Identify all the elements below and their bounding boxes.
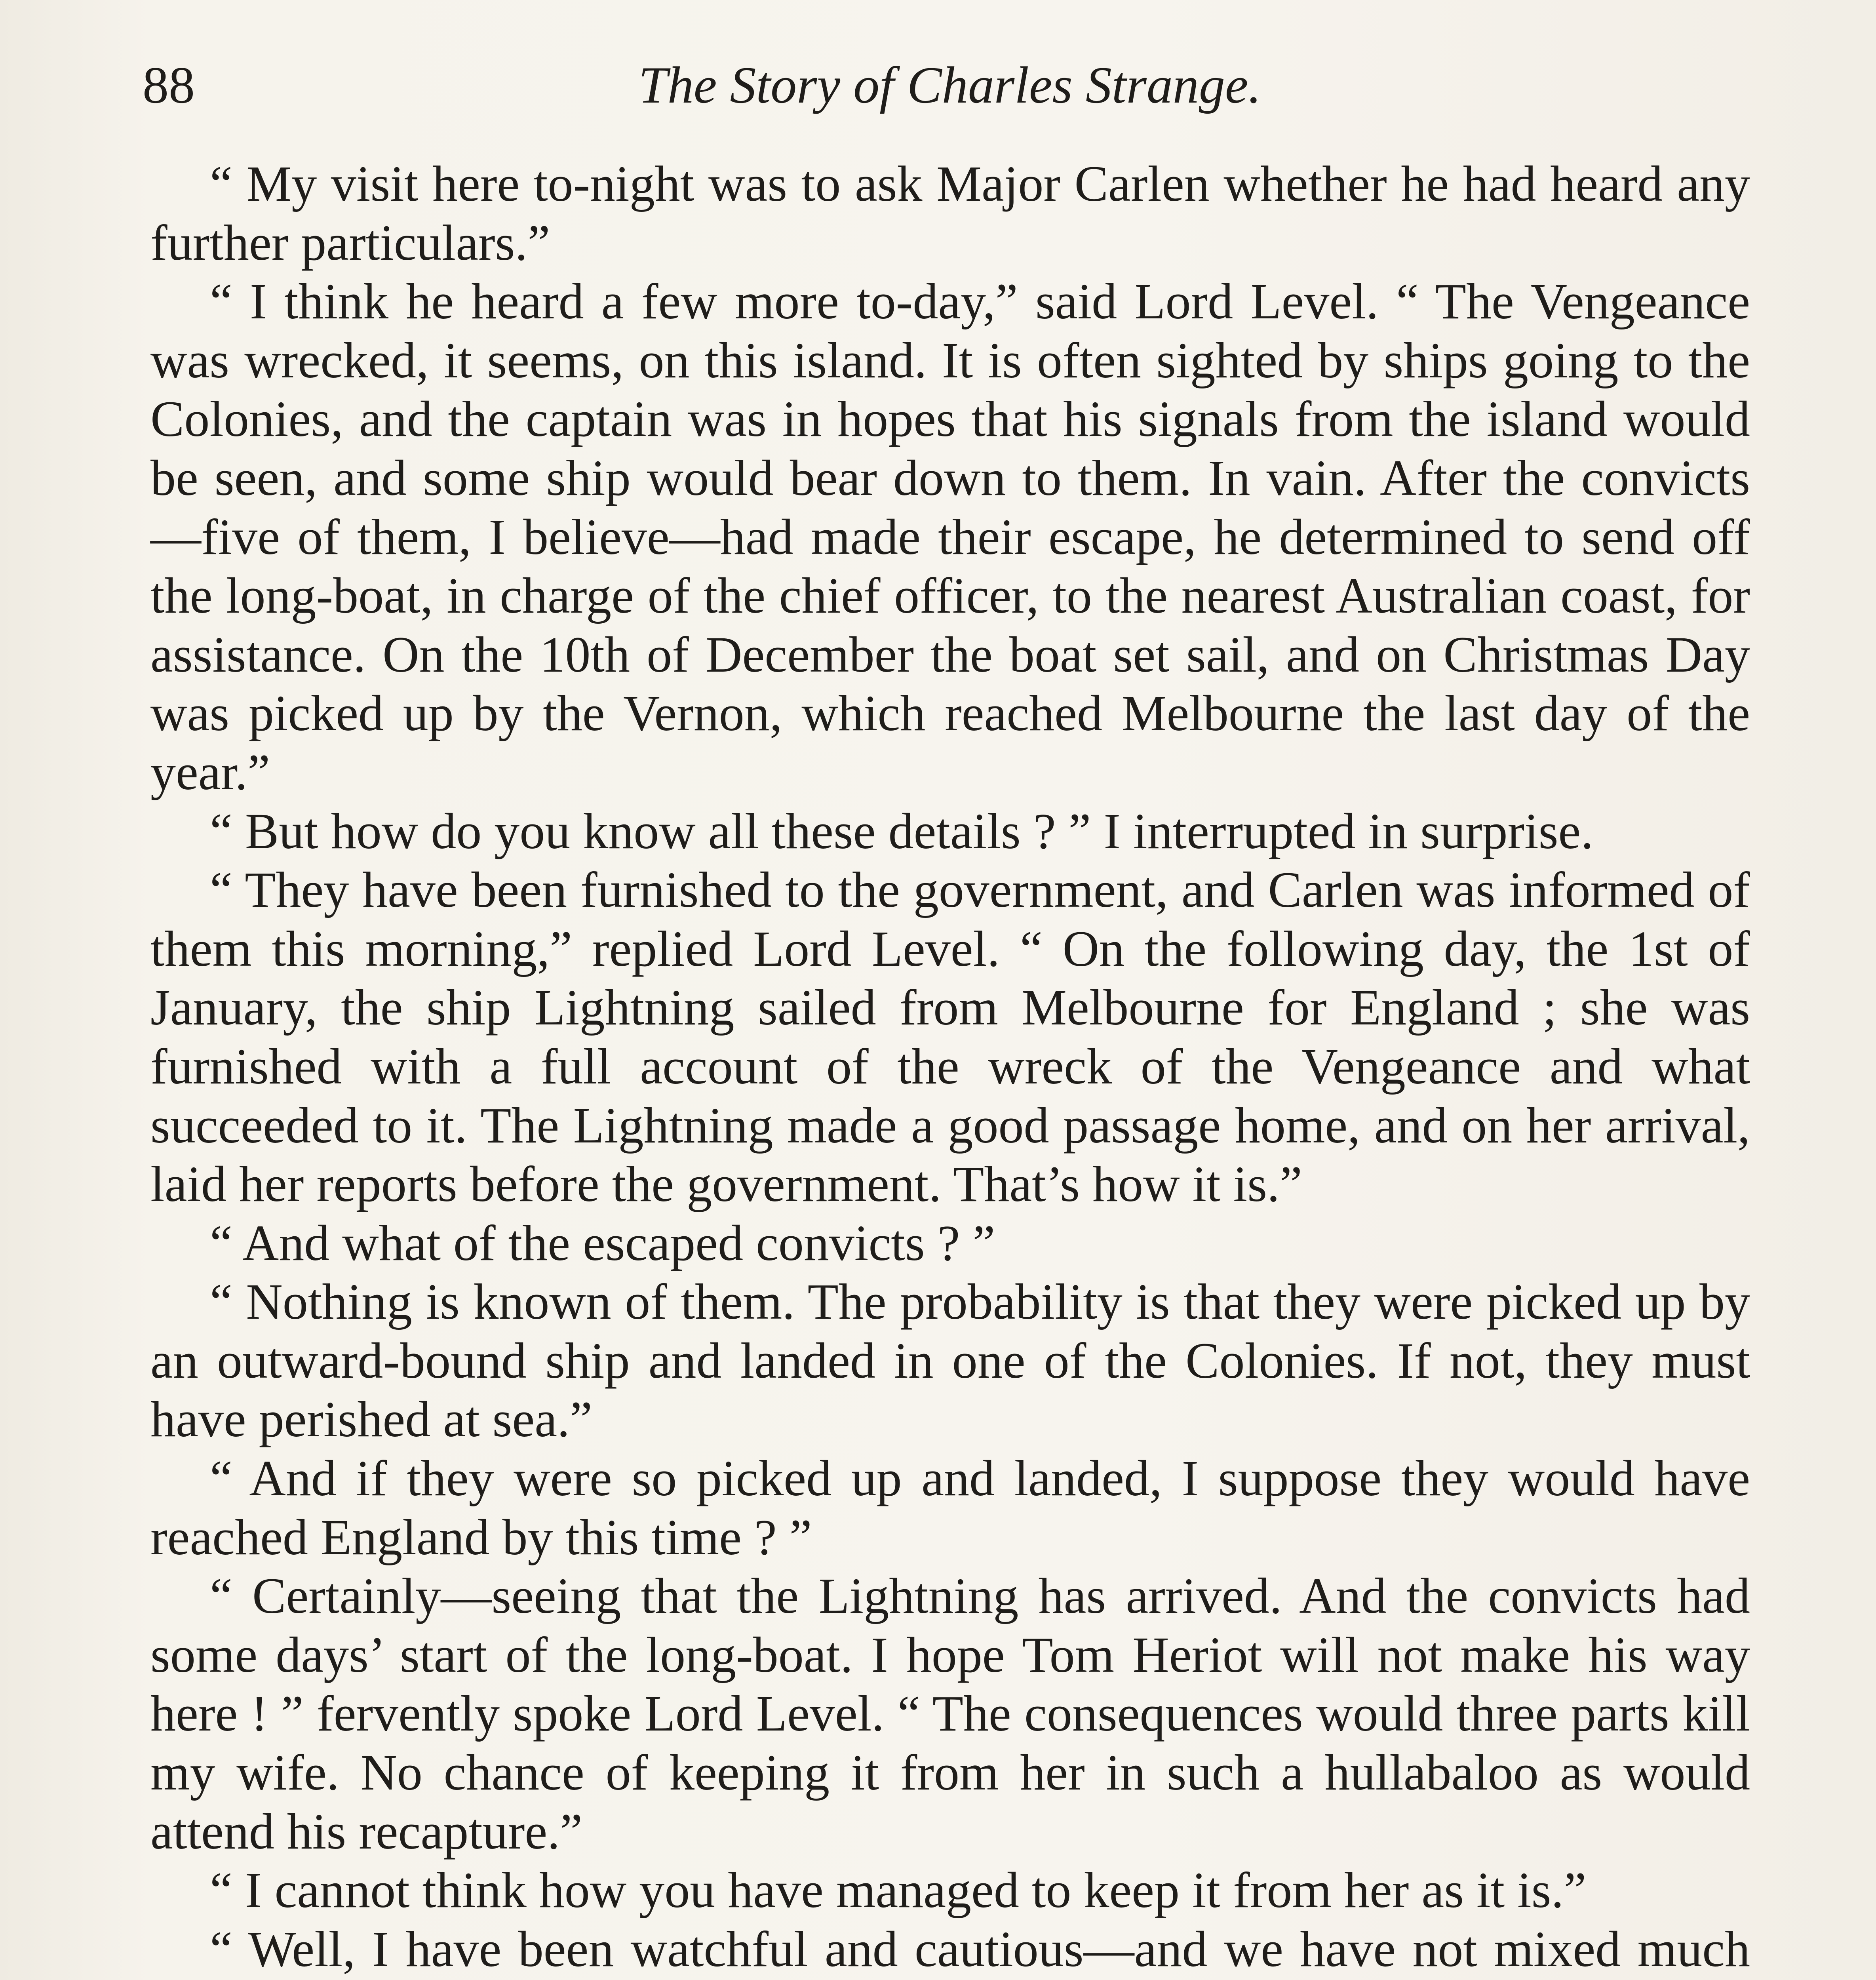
paragraph-5: “ And what of the escaped convicts ? ” (210, 1215, 995, 1271)
page-number: 88 (143, 56, 195, 114)
paragraph-8: “ Certainly—seeing that the Lightning has arrived. And the convicts had some days’ start of the long-boat. I hope Tom Heriot will not make his way here ! ” fervently spoke Lord Level. “ The consequences would three parts kill my wife. No chance of keeping it from her in such a hullabaloo as would attend his recapture.” (150, 1568, 1750, 1860)
paragraph-6: “ Nothing is known of them. The probability is that they were picked up by an outward-bound ship and landed in one of the Colonies. If not, they must have perished at sea.” (150, 1274, 1750, 1448)
running-title: The Story of Charles Strange. (638, 56, 1261, 114)
paragraph-10: “ Well, I have been watchful and cautious—and we have not mixed much (210, 1921, 1750, 1977)
paragraph-1: “ My visit here to-night was to ask Major Carlen whether he had heard any further particulars.” (150, 156, 1750, 271)
paragraph-9: “ I cannot think how you have managed to keep it from her as it is.” (210, 1862, 1587, 1919)
page-header (143, 48, 1757, 123)
paragraph-3: “ But how do you know all these details ? ” I interrupted in surprise. (210, 803, 1594, 859)
paragraph-7: “ And if they were so picked up and landed, I suppose they would have reached England by this time ? ” (150, 1450, 1750, 1565)
paragraph-4: “ They have been furnished to the government, and Carlen was informed of them this morning,” replied Lord Level. “ On the following day, the 1st of January, the ship Lightning sailed from Melbourne for England ; she was furnished with a full account of the wreck of the Vengeance and what succeeded to it. The Lightning made a good passage home, and on her arrival, laid her reports before the government. That’s how it is.” (150, 862, 1750, 1213)
body-text (150, 154, 1750, 1980)
paragraph-2: “ I think he heard a few more to-day,” said Lord Level. “ The Vengeance was wrecked, it seems, on this island. It is often sighted by ships going to the Colonies, and the captain was in hopes that his signals from the island would be seen, and some ship would bear down to them. In vain. After the convicts—five of them, I believe—had made their escape, he determined to send off the long-boat, in charge of the chief officer, to the nearest Australian coast, for assistance. On the 10th of December the boat set sail, and on Christmas Day was picked up by the Vernon, which reached Melbourne the last day of the year.” (150, 273, 1750, 800)
